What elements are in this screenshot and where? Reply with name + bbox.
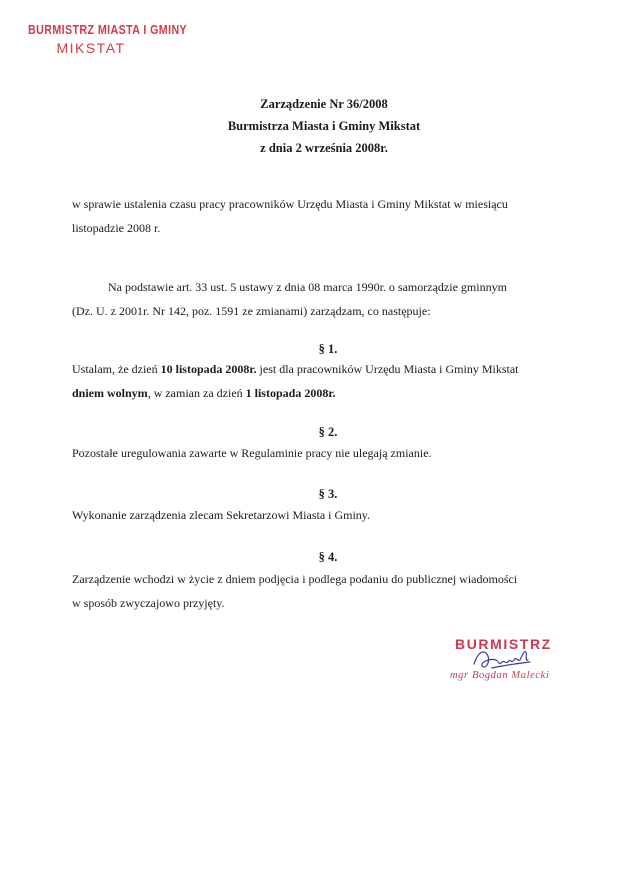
section-4-heading-text: § 4. <box>318 550 338 564</box>
document-header <box>0 93 638 159</box>
signatory-name: mgr Bogdan Malecki <box>450 670 550 681</box>
section-1-body <box>72 357 582 405</box>
subject-line-1: w sprawie ustalenia czasu pracy pracowników Urzędu Miasta i Gminy Mikstat w miesiącu <box>72 197 508 211</box>
section-2-line: Pozostałe uregulowania zawarte w Regulaminie pracy nie ulegają zmianie. <box>72 446 432 460</box>
section-4-heading <box>0 550 638 565</box>
section-1-line-2 <box>72 381 582 405</box>
section-3-body <box>72 503 582 527</box>
section-1-part-c: jest dla pracowników Urzędu Miasta i Gminy Mikstat <box>256 362 519 376</box>
holiday-date: 10 listopada 2008r. <box>160 362 257 376</box>
subject-paragraph <box>72 192 582 240</box>
section-3-heading <box>0 487 638 502</box>
section-3-heading-text: § 3. <box>318 487 338 501</box>
section-2-heading-text: § 2. <box>318 425 338 439</box>
section-2-heading <box>0 425 638 440</box>
section-1-part-e: , w zamian za dzień <box>147 386 246 400</box>
subject-line-2: listopadzie 2008 r. <box>72 221 161 235</box>
replacement-date: 1 listopada 2008r. <box>245 386 336 400</box>
document-date: z dnia 2 września 2008r. <box>260 141 388 155</box>
section-1-part-a: Ustalam, że dzień <box>72 362 161 376</box>
office-stamp <box>28 22 188 56</box>
section-2-body <box>72 441 582 465</box>
section-4-body <box>72 567 582 615</box>
day-off-label: dniem wolnym <box>72 386 148 400</box>
section-4-line-2: w sposób zwyczajowo przyjęty. <box>72 596 225 610</box>
section-1-heading-text: § 1. <box>318 342 338 356</box>
legal-basis-line-1: Na podstawie art. 33 ust. 5 ustawy z dnia 08 marca 1990r. o samorządzie gminnym <box>108 280 507 294</box>
stamp-line-1: BURMISTRZ MIASTA I GMINY <box>28 22 188 37</box>
section-3-line: Wykonanie zarządzenia zlecam Sekretarzowi Miasta i Gminy. <box>72 508 371 522</box>
section-1-line-1 <box>72 357 582 381</box>
section-4-line-1: Zarządzenie wchodzi w życie z dniem podjęcia i podlega podaniu do publicznej wiadomości <box>72 572 518 586</box>
document-title: Zarządzenie Nr 36/2008 <box>260 97 388 111</box>
stamp-line-2: MIKSTAT <box>56 40 126 56</box>
signature-title: BURMISTRZ <box>455 636 552 652</box>
legal-basis-paragraph <box>72 275 582 323</box>
document-issuer: Burmistrza Miasta i Gminy Mikstat <box>227 119 421 133</box>
legal-basis-line-2: (Dz. U. z 2001r. Nr 142, poz. 1591 ze zmianami) zarządzam, co następuje: <box>72 304 431 318</box>
section-1-heading <box>0 342 638 357</box>
